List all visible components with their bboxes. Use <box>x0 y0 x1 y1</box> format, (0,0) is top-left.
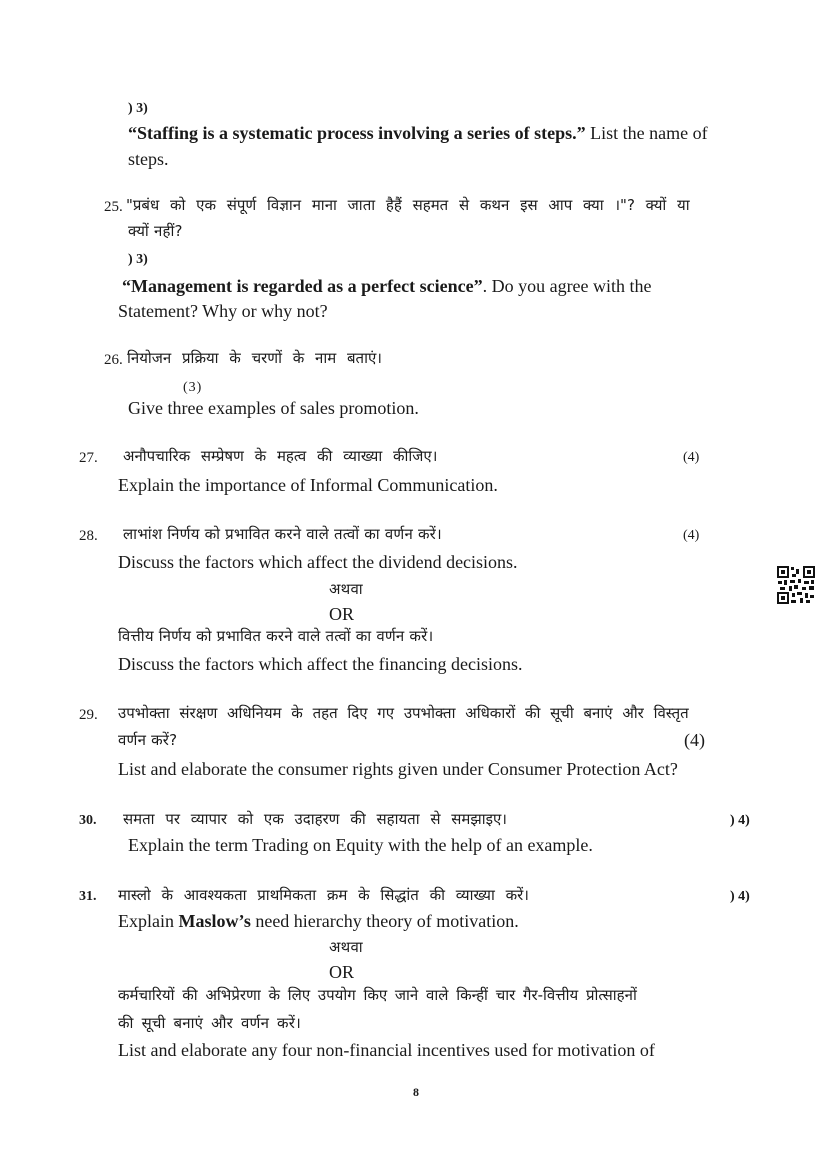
q29-number: 29. <box>79 707 98 723</box>
q30-marks: ) 4) <box>730 813 750 828</box>
q29-marks: (4) <box>684 730 705 750</box>
q31-english <box>118 912 519 932</box>
q31-english-bold: Maslow’s <box>178 911 251 931</box>
q28-hindi: लाभांश निर्णय को प्रभावित करने वाले तत्वों का वर्णन करें। <box>123 525 442 543</box>
q31-hindi: मास्लो के आवश्यकता प्राथमिकता क्रम के सिद्धांत की व्याख्या करें। <box>118 886 529 904</box>
page-number: 8 <box>413 1085 419 1099</box>
q31-alt-hindi-line1: कर्मचारियों की अभिप्रेरणा के लिए उपयोग किए जाने वाले किन्हीं चार गैर-वित्तीय प्रोत्साहनों <box>118 986 637 1004</box>
q26-number: 26. <box>104 352 123 368</box>
q25-hindi-line2: क्यों नहीं? <box>128 222 183 240</box>
q25-marks: ) 3) <box>128 252 148 267</box>
q28-marks: (4) <box>683 528 700 543</box>
q29-english: List and elaborate the consumer rights given under Consumer Protection Act? <box>118 759 678 779</box>
q25-english-rest: . Do you agree with the <box>482 276 652 296</box>
q24-english-line2: steps. <box>128 149 169 169</box>
q27-english: Explain the importance of Informal Communication. <box>118 475 498 495</box>
q25-english-line2: Statement? Why or why not? <box>118 301 328 321</box>
q27-number: 27. <box>79 450 98 466</box>
q25-number: 25. <box>104 199 123 215</box>
q31-marks: ) 4) <box>730 889 750 904</box>
q28-number: 28. <box>79 528 98 544</box>
q24-marks: ) 3) <box>128 101 148 116</box>
q24-english-line1 <box>128 124 708 144</box>
qr-code-icon <box>776 565 816 605</box>
q30-number: 30. <box>79 813 97 828</box>
q26-english: Give three examples of sales promotion. <box>128 398 419 418</box>
q31-number: 31. <box>79 889 97 904</box>
q27-hindi: अनौपचारिक सम्प्रेषण के महत्व की व्याख्या कीजिए। <box>123 447 438 465</box>
q31-or-english: OR <box>329 962 355 982</box>
q31-alt-english: List and elaborate any four non-financial incentives used for motivation of <box>118 1040 655 1060</box>
q28-alt-english: Discuss the factors which affect the financing decisions. <box>118 654 523 674</box>
q25-english-line1 <box>122 277 652 297</box>
q31-alt-hindi-line2: की सूची बनाएं और वर्णन करें। <box>118 1014 301 1032</box>
q31-english-pre: Explain <box>118 911 179 931</box>
q26-marks: (3) <box>183 380 203 395</box>
q31-or-hindi: अथवा <box>329 938 363 956</box>
q28-alt-hindi: वित्तीय निर्णय को प्रभावित करने वाले तत्वों का वर्णन करें। <box>118 627 434 645</box>
q28-or-english: OR <box>329 604 355 624</box>
q28-english: Discuss the factors which affect the dividend decisions. <box>118 552 518 572</box>
q30-english: Explain the term Trading on Equity with the help of an example. <box>128 835 593 855</box>
q24-english-rest: List the name of <box>585 123 708 143</box>
q24-english-quote: “Staffing is a systematic process involving a series of steps.” <box>128 123 586 143</box>
q26-hindi: नियोजन प्रक्रिया के चरणों के नाम बताएं। <box>127 349 382 367</box>
q29-hindi-line2: वर्णन करें? <box>118 731 178 749</box>
q31-english-post: need hierarchy theory of motivation. <box>250 911 519 931</box>
q25-hindi-line1: "प्रबंध को एक संपूर्ण विज्ञान माना जाता हैहैं सहमत से कथन इस आप क्या ।"? क्यों या <box>126 196 690 214</box>
q25-english-quote: “Management is regarded as a perfect science” <box>122 276 483 296</box>
q27-marks: (4) <box>683 450 700 465</box>
q29-hindi-line1: उपभोक्ता संरक्षण अधिनियम के तहत दिए गए उपभोक्ता अधिकारों की सूची बनाएं और विस्तृत <box>118 704 689 722</box>
q30-hindi: समता पर व्यापार को एक उदाहरण की सहायता से समझाइए। <box>123 810 507 828</box>
q28-or-hindi: अथवा <box>329 580 363 598</box>
